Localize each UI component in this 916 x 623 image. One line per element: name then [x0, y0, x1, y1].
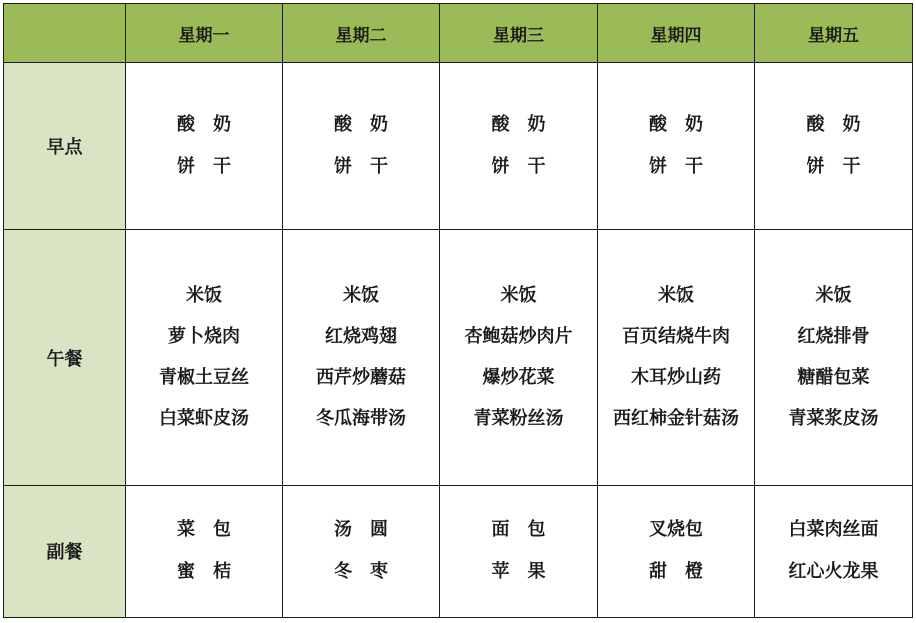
menu-item: 西红柿金针菇汤	[613, 408, 739, 430]
menu-item: 米饭	[186, 285, 222, 307]
menu-cell	[283, 63, 440, 230]
menu-item: 汤 圆	[334, 519, 388, 541]
menu-cell	[598, 63, 755, 230]
row-label-lunch: 午餐	[4, 230, 126, 485]
menu-cell	[440, 63, 598, 230]
menu-item: 青菜粉丝汤	[473, 408, 564, 430]
menu-item: 红烧排骨	[797, 326, 870, 348]
menu-item: 萝卜烧肉	[168, 326, 240, 348]
row-label-side-meal: 副餐	[4, 485, 126, 617]
row-label-breakfast: 早点	[4, 63, 126, 230]
side-meal-row	[4, 485, 913, 617]
menu-item: 米饭	[658, 285, 694, 307]
menu-item: 爆炒花菜	[482, 367, 555, 389]
menu-item: 苹 果	[491, 561, 546, 583]
menu-item: 酸 奶	[177, 114, 231, 136]
menu-item: 红心火龙果	[788, 561, 879, 583]
day-header-friday: 星期五	[755, 4, 913, 63]
menu-item: 糖醋包菜	[797, 367, 870, 389]
menu-item: 青椒土豆丝	[159, 367, 249, 389]
menu-cell	[755, 485, 913, 617]
menu-cell	[440, 485, 598, 617]
menu-item: 红烧鸡翅	[325, 326, 397, 348]
menu-item: 西芹炒蘑菇	[316, 367, 406, 389]
day-header-thursday: 星期四	[598, 4, 755, 63]
menu-item: 百页结烧牛肉	[622, 326, 730, 348]
menu-cell	[755, 63, 913, 230]
menu-item: 白菜虾皮汤	[159, 408, 249, 430]
menu-item: 米饭	[815, 285, 852, 307]
menu-cell	[440, 230, 598, 485]
day-header-wednesday: 星期三	[440, 4, 598, 63]
menu-item: 冬 枣	[334, 561, 388, 583]
menu-item: 酸 奶	[334, 114, 388, 136]
menu-item: 饼 干	[491, 156, 546, 178]
weekly-menu-table	[3, 3, 913, 618]
menu-item: 酸 奶	[491, 114, 546, 136]
menu-item: 酸 奶	[649, 114, 703, 136]
menu-item: 蜜 桔	[177, 561, 231, 583]
menu-item: 米饭	[343, 285, 379, 307]
menu-item: 杏鲍菇炒肉片	[464, 326, 573, 348]
menu-item: 米饭	[500, 285, 537, 307]
menu-item: 冬瓜海带汤	[316, 408, 406, 430]
menu-item: 甜 橙	[649, 561, 703, 583]
lunch-row	[4, 230, 913, 485]
menu-cell	[598, 485, 755, 617]
menu-item: 菜 包	[177, 519, 231, 541]
menu-item: 白菜肉丝面	[788, 519, 879, 541]
menu-cell	[126, 63, 283, 230]
menu-item: 叉烧包	[649, 519, 703, 541]
menu-cell	[126, 485, 283, 617]
menu-cell	[283, 485, 440, 617]
menu-cell	[283, 230, 440, 485]
menu-cell	[598, 230, 755, 485]
menu-item: 饼 干	[177, 156, 231, 178]
header-corner	[4, 4, 126, 63]
day-header-monday: 星期一	[126, 4, 283, 63]
menu-item: 饼 干	[649, 156, 703, 178]
menu-item: 面 包	[491, 519, 546, 541]
menu-item: 酸 奶	[806, 114, 861, 136]
day-header-tuesday: 星期二	[283, 4, 440, 63]
breakfast-row	[4, 63, 913, 230]
header-row	[4, 4, 913, 63]
menu-item: 青菜浆皮汤	[788, 408, 879, 430]
menu-cell	[126, 230, 283, 485]
menu-cell	[755, 230, 913, 485]
menu-item: 饼 干	[334, 156, 388, 178]
menu-item: 木耳炒山药	[631, 367, 721, 389]
menu-item: 饼 干	[806, 156, 861, 178]
